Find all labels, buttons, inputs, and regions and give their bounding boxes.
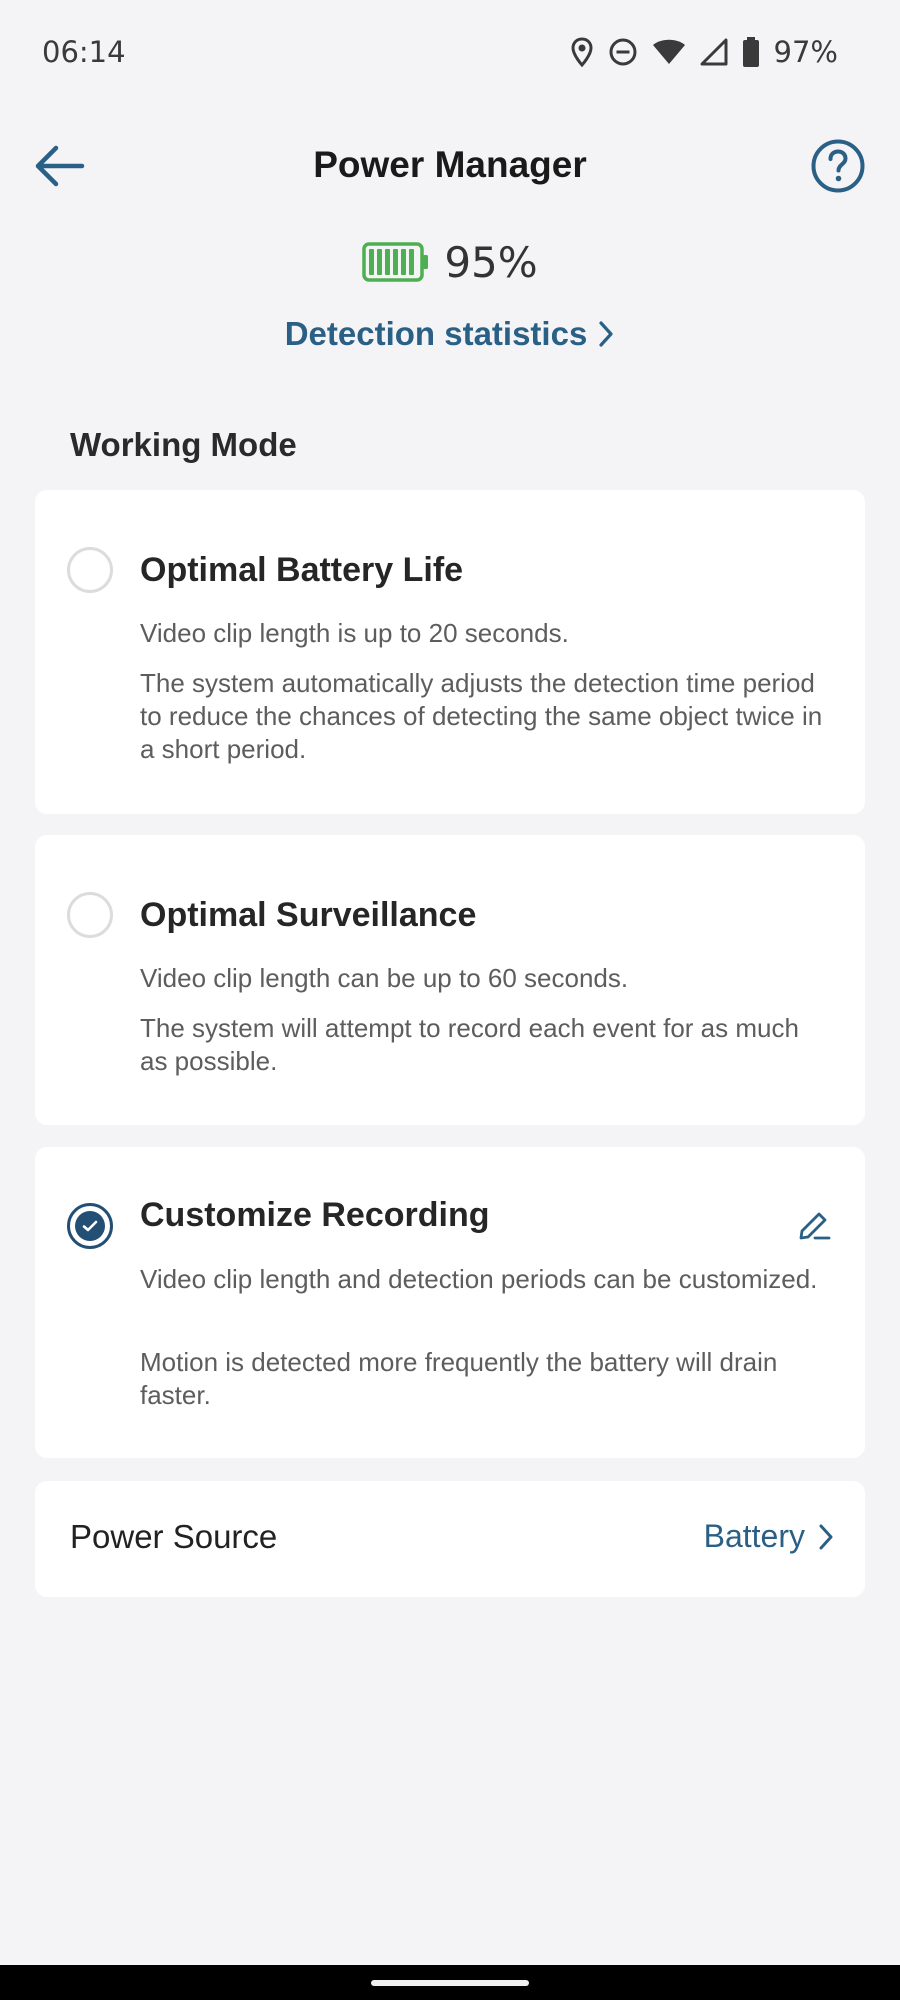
radio-optimal-battery-life[interactable] — [67, 547, 113, 593]
location-icon — [570, 37, 594, 67]
help-button[interactable] — [810, 138, 866, 194]
battery-icon — [742, 37, 760, 67]
chevron-right-icon — [817, 1522, 835, 1552]
mode-title: Customize Recording — [140, 1196, 490, 1234]
radio-selected-dot — [75, 1211, 105, 1241]
mode-card-customize-recording[interactable] — [35, 1147, 865, 1458]
radio-optimal-surveillance[interactable] — [67, 892, 113, 938]
battery-segment — [393, 249, 398, 275]
detection-statistics-link[interactable] — [0, 310, 900, 358]
power-source-value — [704, 1518, 835, 1555]
section-title-working-mode: Working Mode — [70, 426, 297, 463]
power-source-row[interactable] — [35, 1481, 865, 1597]
power-source-label: Power Source — [70, 1518, 278, 1555]
battery-segment — [401, 249, 406, 275]
detection-statistics-label: Detection statistics — [284, 315, 588, 352]
mode-description-detail: The system automatically adjusts the detection time period to reduce the chances of detecting the same object twice in a short period. — [140, 668, 823, 764]
chevron-right-icon — [597, 319, 615, 349]
battery-segment — [369, 249, 374, 275]
battery-segment — [409, 249, 414, 275]
mode-description-detail: The system will attempt to record each event for as much as possible. — [140, 1013, 799, 1076]
wifi-icon — [652, 38, 686, 66]
status-battery-text: 97% — [773, 35, 838, 69]
mode-description: Video clip length can be up to 60 seconds. — [140, 963, 629, 993]
status-time: 06:14 — [42, 35, 126, 69]
status-icons — [570, 35, 838, 69]
check-icon — [82, 1219, 98, 1233]
mode-card-optimal-surveillance[interactable] — [35, 835, 865, 1125]
mode-description: Video clip length and detection periods can be customized. — [140, 1264, 818, 1294]
battery-level — [0, 232, 900, 292]
edit-pencil-icon — [795, 1204, 835, 1244]
battery-percent: 95% — [444, 237, 538, 287]
status-bar — [0, 0, 900, 104]
mode-description-detail: Motion is detected more frequently the battery will drain faster. — [140, 1347, 778, 1410]
edit-button[interactable] — [795, 1204, 835, 1244]
dnd-icon — [608, 37, 638, 67]
system-nav-bar — [0, 1965, 900, 2000]
app-bar — [0, 120, 900, 210]
help-circle-icon — [810, 138, 866, 194]
page-title: Power Manager — [313, 144, 587, 185]
battery-segment — [377, 249, 382, 275]
home-handle[interactable] — [371, 1980, 529, 1986]
signal-icon — [700, 38, 728, 66]
power-source-value-text: Battery — [703, 1518, 805, 1554]
mode-card-optimal-battery-life[interactable] — [35, 490, 865, 814]
radio-customize-recording[interactable] — [67, 1203, 113, 1249]
battery-segment — [385, 249, 390, 275]
mode-title: Optimal Battery Life — [140, 551, 464, 589]
battery-level-icon — [362, 242, 430, 282]
mode-description: Video clip length is up to 20 seconds. — [140, 618, 569, 648]
mode-title: Optimal Surveillance — [140, 896, 477, 934]
